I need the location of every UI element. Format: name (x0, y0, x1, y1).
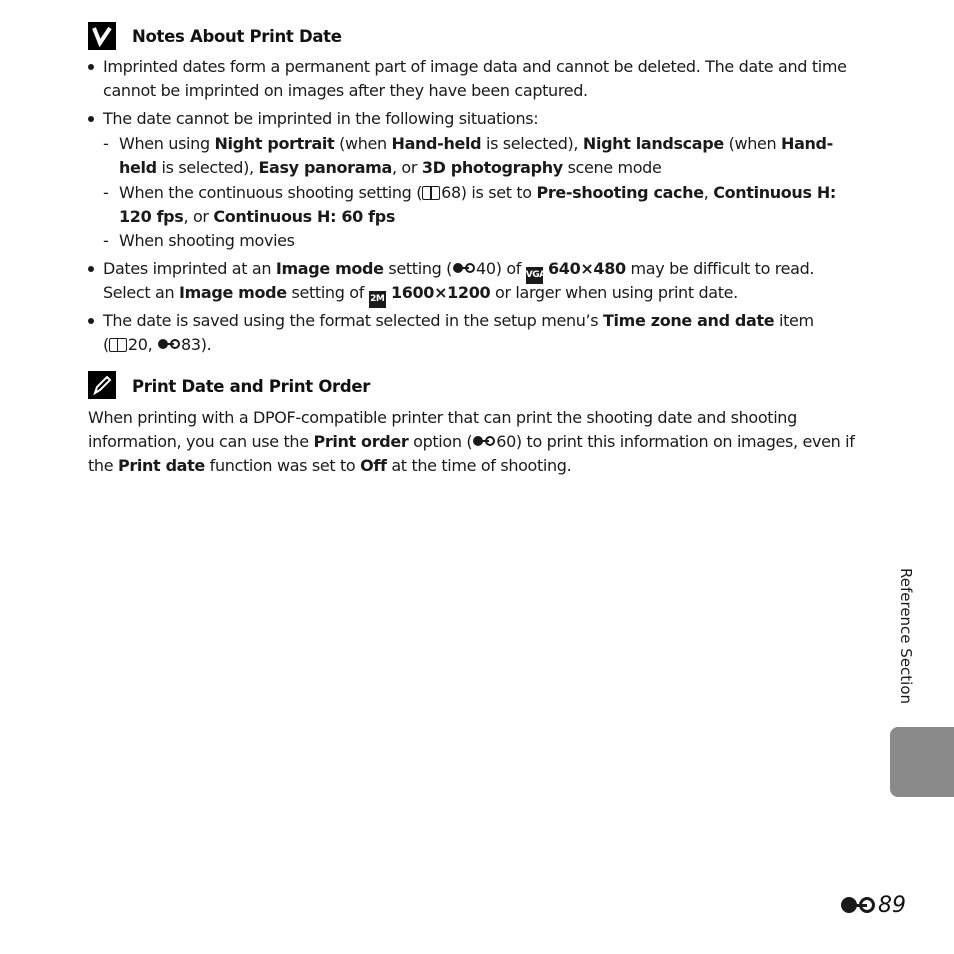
sub3-line1: When shooting movies (119, 231, 295, 250)
dash-marker: - (103, 231, 109, 250)
page-number-value: 89 (878, 893, 906, 918)
reference-section-icon (841, 897, 875, 915)
dash-marker: - (103, 134, 109, 153)
bullet3-line2: Select an Image mode setting of 2M 1600×1200 or larger when using print date. (103, 281, 738, 308)
book-reference-icon (422, 186, 440, 200)
note2-line1: When printing with a DPOF-compatible printer that can print the shooting date and shooting (88, 408, 797, 427)
section-tab (890, 727, 954, 797)
bullet4-line1: The date is saved using the format selected in the setup menu’s Time zone and date item (103, 311, 814, 330)
reference-section-icon (453, 263, 475, 275)
dash-marker: - (103, 183, 109, 202)
print-date-order-heading: Print Date and Print Order (132, 377, 371, 396)
sub1-line2: held is selected), Easy panorama, or 3D photography scene mode (119, 158, 662, 177)
bullet-dot (88, 266, 94, 272)
sub2-line2: 120 fps, or Continuous H: 60 fps (119, 207, 396, 226)
sub1-line1: When using Night portrait (when Hand-held is selected), Night landscape (when Hand- (119, 134, 833, 153)
bullet-dot (88, 116, 94, 122)
2m-image-mode-icon: 2M (369, 291, 386, 308)
sub2-line1: When the continuous shooting setting ( 68) is set to Pre-shooting cache, Continuous H: (119, 183, 836, 202)
reference-section-icon (473, 436, 495, 448)
bullet-dot (88, 318, 94, 324)
reference-section-icon (158, 339, 180, 351)
pencil-note-icon (88, 371, 116, 399)
page-number (840, 893, 906, 918)
note2-line3: the Print date function was set to Off at the time of shooting. (88, 456, 572, 475)
bullet2-line1: The date cannot be imprinted in the following situations: (103, 109, 539, 128)
note2-line2: information, you can use the Print order option ( 60) to print this information on images, even if (88, 432, 855, 451)
bullet4-line2: ( 20, 83). (103, 335, 212, 354)
check-note-icon (88, 22, 116, 50)
book-reference-icon (109, 338, 127, 352)
bullet-dot (88, 64, 94, 70)
bullet1-line2: cannot be imprinted on images after they have been captured. (103, 81, 588, 100)
bullet3-line1: Dates imprinted at an Image mode setting ( 40) of VGA 640×480 may be difficult to read. (103, 257, 814, 284)
vga-image-mode-icon: VGA (526, 267, 543, 284)
bullet1-line1: Imprinted dates form a permanent part of image data and cannot be deleted. The date and time (103, 57, 847, 76)
notes-print-date-heading: Notes About Print Date (132, 27, 342, 46)
reference-section-label: Reference Section (897, 568, 915, 705)
